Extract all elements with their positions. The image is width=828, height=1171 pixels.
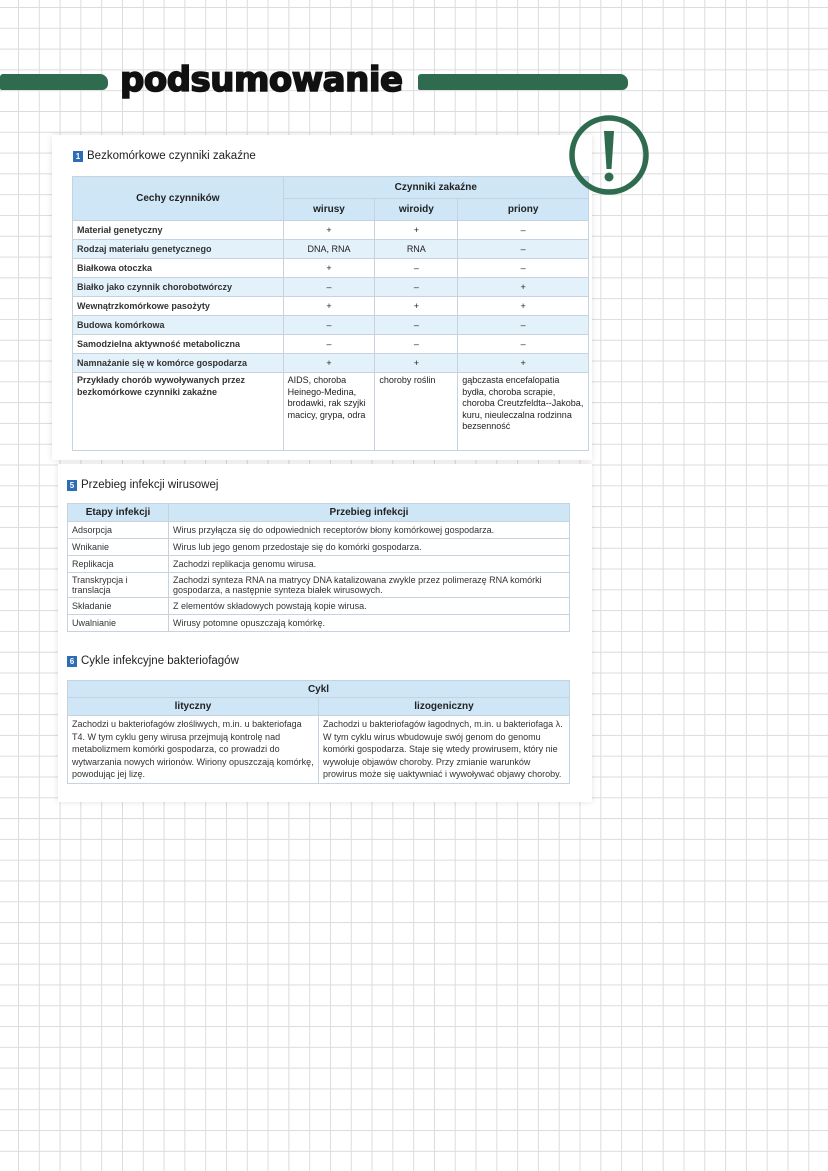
stage-description: Z elementów składowych powstają kopie wirusa. (169, 598, 570, 615)
section-title-text: Przebieg infekcji wirusowej (81, 479, 219, 491)
table-row (68, 522, 570, 539)
stage-description: Wirus lub jego genom przedostaje się do komórki gospodarza. (169, 539, 570, 556)
page-title: podsumowanie (120, 60, 403, 100)
row-label: Rodzaj materiału genetycznego (73, 240, 284, 259)
header-col: priony (458, 199, 589, 221)
cell: – (458, 221, 589, 240)
header-col: Przebieg infekcji (169, 504, 570, 522)
table-row (68, 539, 570, 556)
stage-label: Składanie (68, 598, 169, 615)
row-label: Samodzielna aktywność metaboliczna (73, 335, 284, 354)
brush-stroke-left (0, 74, 108, 90)
table-row (68, 598, 570, 615)
cell: + (375, 297, 458, 316)
cell: Zachodzi u bakteriofagów złośliwych, m.in. u bakteriofaga T4. W tym cyklu geny wirusa przejmują kontrolę nad metabolizmem komórki gospodarza, co prowadzi do wytwarzania nowych wirionów. Wiriony opuszczają komórkę, powodując jej lizę. (68, 716, 319, 784)
section-number: 1 (73, 151, 83, 162)
cell: – (283, 335, 375, 354)
brush-stroke-right (418, 74, 628, 90)
table-row (73, 240, 589, 259)
stage-description: Zachodzi synteza RNA na matrycy DNA katalizowana zwykle przez polimerazę RNA komórki gospodarza, a następnie synteza białek wirusowych. (169, 573, 570, 598)
table-row (73, 335, 589, 354)
cell: DNA, RNA (283, 240, 375, 259)
cell: – (375, 259, 458, 278)
cell: + (375, 221, 458, 240)
header-features: Cechy czynników (73, 177, 284, 221)
cell: + (283, 221, 375, 240)
stage-label: Wnikanie (68, 539, 169, 556)
cell: – (283, 316, 375, 335)
table-row (73, 221, 589, 240)
stage-description: Wirus przyłącza się do odpowiednich receptorów błony komórkowej gospodarza. (169, 522, 570, 539)
cell: + (458, 354, 589, 373)
table-row (73, 373, 589, 451)
cell: AIDS, choroba Heinego-Medina, brodawki, rak szyjki macicy, grypa, odra (283, 373, 375, 451)
cell: RNA (375, 240, 458, 259)
table-row (73, 297, 589, 316)
cell: – (458, 240, 589, 259)
cell: + (458, 297, 589, 316)
cell: + (375, 354, 458, 373)
cell: + (283, 259, 375, 278)
cell: choroby roślin (375, 373, 458, 451)
exclamation-circle-icon (566, 113, 652, 199)
cell: – (458, 316, 589, 335)
table-row (73, 278, 589, 297)
header-col: Etapy infekcji (68, 504, 169, 522)
section-title-text: Bezkomórkowe czynniki zakaźne (87, 150, 256, 162)
row-label: Przykłady chorób wywoływanych przez bezkomórkowe czynniki zakaźne (73, 373, 284, 451)
cell: gąbczasta encefalopatia bydła, choroba scrapie, choroba Creutzfeldta--Jakoba, kuru, nieuleczalna rodzinna bezsenność (458, 373, 589, 451)
section-1-title (73, 150, 256, 162)
section-5-title (67, 479, 218, 491)
row-label: Białkowa otoczka (73, 259, 284, 278)
cell: – (375, 316, 458, 335)
header-col: wirusy (283, 199, 375, 221)
row-label: Namnażanie się w komórce gospodarza (73, 354, 284, 373)
header-col: lityczny (68, 698, 319, 716)
header-col: lizogeniczny (319, 698, 570, 716)
stage-label: Uwalnianie (68, 615, 169, 632)
table-acellular-agents (72, 176, 589, 451)
section-number: 5 (67, 480, 77, 491)
table-row (73, 316, 589, 335)
row-label: Budowa komórkowa (73, 316, 284, 335)
header-col: wiroidy (375, 199, 458, 221)
row-label: Materiał genetyczny (73, 221, 284, 240)
stage-description: Zachodzi replikacja genomu wirusa. (169, 556, 570, 573)
header-cycle: Cykl (68, 681, 570, 698)
cell: – (458, 259, 589, 278)
table-row (68, 615, 570, 632)
stage-label: Adsorpcja (68, 522, 169, 539)
cell: – (375, 335, 458, 354)
table-row (68, 573, 570, 598)
cell: – (283, 278, 375, 297)
section-number: 6 (67, 656, 77, 667)
cell: – (375, 278, 458, 297)
table-row (73, 354, 589, 373)
stage-label: Transkrypcja i translacja (68, 573, 169, 598)
cell: + (283, 297, 375, 316)
header-agents: Czynniki zakaźne (283, 177, 588, 199)
row-label: Wewnątrzkomórkowe pasożyty (73, 297, 284, 316)
cell: Zachodzi u bakteriofagów łagodnych, m.in. u bakteriofaga λ. W tym cyklu wirus wbudowuje swój genom do genomu komórki gospodarza. Staje się wtedy prowirusem, który nie wywołuje objawów choroby. Przy zmianie warunków prowirus może się uaktywniać i wywoływać objawy choroby. (319, 716, 570, 784)
section-title-text: Cykle infekcyjne bakteriofagów (81, 655, 239, 667)
cell: + (283, 354, 375, 373)
table-row (73, 259, 589, 278)
cell: + (458, 278, 589, 297)
stage-description: Wirusy potomne opuszczają komórkę. (169, 615, 570, 632)
table-row (68, 556, 570, 573)
section-6-title (67, 655, 239, 667)
table-phage-cycles (67, 680, 570, 784)
row-label: Białko jako czynnik chorobotwórczy (73, 278, 284, 297)
stage-label: Replikacja (68, 556, 169, 573)
table-infection-stages (67, 503, 570, 632)
cell: – (458, 335, 589, 354)
